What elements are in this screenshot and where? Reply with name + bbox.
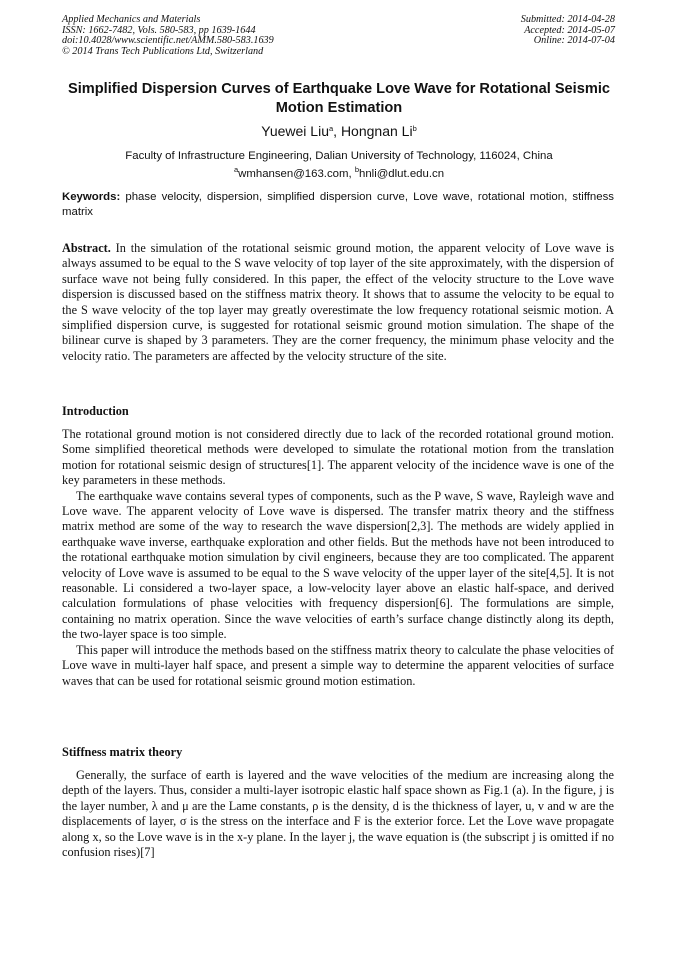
author-name: Hongnan Li: [340, 123, 413, 139]
abstract-text: In the simulation of the rotational seismic ground motion, the apparent velocity of Love wave is always assumed to be equal to the S wave velocity of top layer of the site approximately, with the dispersion of surface wave not being fully considered. In this paper, the effect of the velocity structure to the Love wave dispersion is discussed based on the stiffness matrix theory. It shows that to assume the velocity to be equal to the S wave velocity of the top layer may greatly overestimate the low frequency rotational seismic motion. A simplified dispersion curve, is suggested for rotational seismic ground motion simulation. The shape of the bilinear curve is shaped by 3 parameters. They are the corner frequency, the minimum phase velocity and the velocity ratio. The parameters are affected by the velocity structure of the site.: [62, 241, 614, 363]
keywords: [62, 190, 614, 220]
journal-info: [62, 15, 274, 57]
author-affil-marker: a: [328, 124, 334, 133]
introduction-body: [62, 427, 614, 689]
author-name: Yuewei Liu: [261, 123, 329, 139]
email-marker: b: [354, 165, 359, 174]
author-separator: ,: [333, 123, 341, 139]
copyright-line: © 2014 Trans Tech Publications Ltd, Switzerland: [62, 45, 264, 57]
accepted-date: Accepted: 2014-05-07: [524, 24, 615, 36]
email-marker: a: [233, 165, 239, 174]
journal-name: Applied Mechanics and Materials: [62, 14, 201, 25]
email-link[interactable]: wmhansen@163.com: [238, 168, 349, 180]
keywords-label: Keywords:: [62, 191, 121, 203]
paper-title: Simplified Dispersion Curves of Earthquake Love Wave for Rotational Seismic Motion Estimation: [68, 81, 610, 116]
email-link[interactable]: hnli@dlut.edu.cn: [359, 168, 445, 180]
stiffness-body: [62, 768, 614, 860]
body-paragraph: This paper will introduce the methods based on the stiffness matrix theory to calculate the phase velocities of Love wave in multi-layer half space, and present a simple way to determine the apparent velocities of surface waves that can be used for rotational seismic ground motion estimation.: [62, 642, 614, 688]
abstract-label: Abstract.: [62, 241, 111, 255]
abstract: [62, 241, 614, 364]
body-paragraph: The earthquake wave contains several types of components, such as the P wave, S wave, Rayleigh wave and Love wave. The apparent velocity of Love wave is dispersed. The transfer matrix theory and the stiffness matrix method are some of the way to research the wave dispersion[2,3]. The methods are widely applied in earthquake wave inverse, earthquake exploration and other fields. But the methods have not been introduced to the rotational earthquake motion simulation by civil engineers, because they are too complicated. The apparent velocity of Love wave is assumed to be equal to the S wave velocity of the upper layer of the site[4,5]. It is not reasonable. Li considered a two-layer space, a low-velocity layer above an elastic half-space, and derived calculation formulations of phase velocities with frequency dispersion[6]. The formulations are simple, containing no matrix operation. Since the wave velocities of earth’s surface change distinctly along its depth, the two-layer space is too simple.: [62, 488, 614, 642]
section-heading-stiffness-matrix-theory: Stiffness matrix theory: [62, 745, 183, 759]
online-date: Online: 2014-07-04: [533, 35, 615, 47]
affiliation: Faculty of Infrastructure Engineering, Dalian University of Technology, 116024, China: [125, 150, 553, 162]
doi-line: doi:10.4028/www.scientific.net/AMM.580-583.1639: [62, 35, 274, 47]
submission-dates: [521, 15, 615, 47]
body-paragraph: Generally, the surface of earth is layered and the wave velocities of the medium are increasing along the depth of the layers. Thus, consider a multi-layer isotropic elastic half space shown as Fig.1 (a). In the figure, j is the layer number, λ and μ are the Lame constants, ρ is the density, d is the thickness of layer, u, v and w are the displacements of layer, σ is the stress on the interface and F is the exterior force. Let the Love wave propagate along x, so the Love wave is in the x-y plane. In the layer j, the wave equation is (the subscript j is omitted if no confusion rises)[7]: [62, 768, 614, 860]
keywords-text: phase velocity, dispersion, simplified dispersion curve, Love wave, rotational motion, stiffness matrix: [62, 191, 614, 218]
body-paragraph: The rotational ground motion is not considered directly due to lack of the recorded rotational ground motion. Some simplified theoretical methods were developed to simulate the rotational motion from the translation motion for rotational seismic design of structures[1]. The apparent velocity of the incidence wave is one of the key parameters in these methods.: [62, 427, 614, 488]
section-heading-introduction: Introduction: [62, 404, 129, 418]
issn-line: ISSN: 1662-7482, Vols. 580-583, pp 1639-1644: [62, 24, 256, 36]
author-emails: [62, 167, 616, 182]
author-list: [62, 122, 616, 143]
submitted-date: Submitted: 2014-04-28: [520, 14, 615, 25]
author-affil-marker: b: [412, 124, 417, 133]
email-separator: ,: [348, 168, 355, 180]
